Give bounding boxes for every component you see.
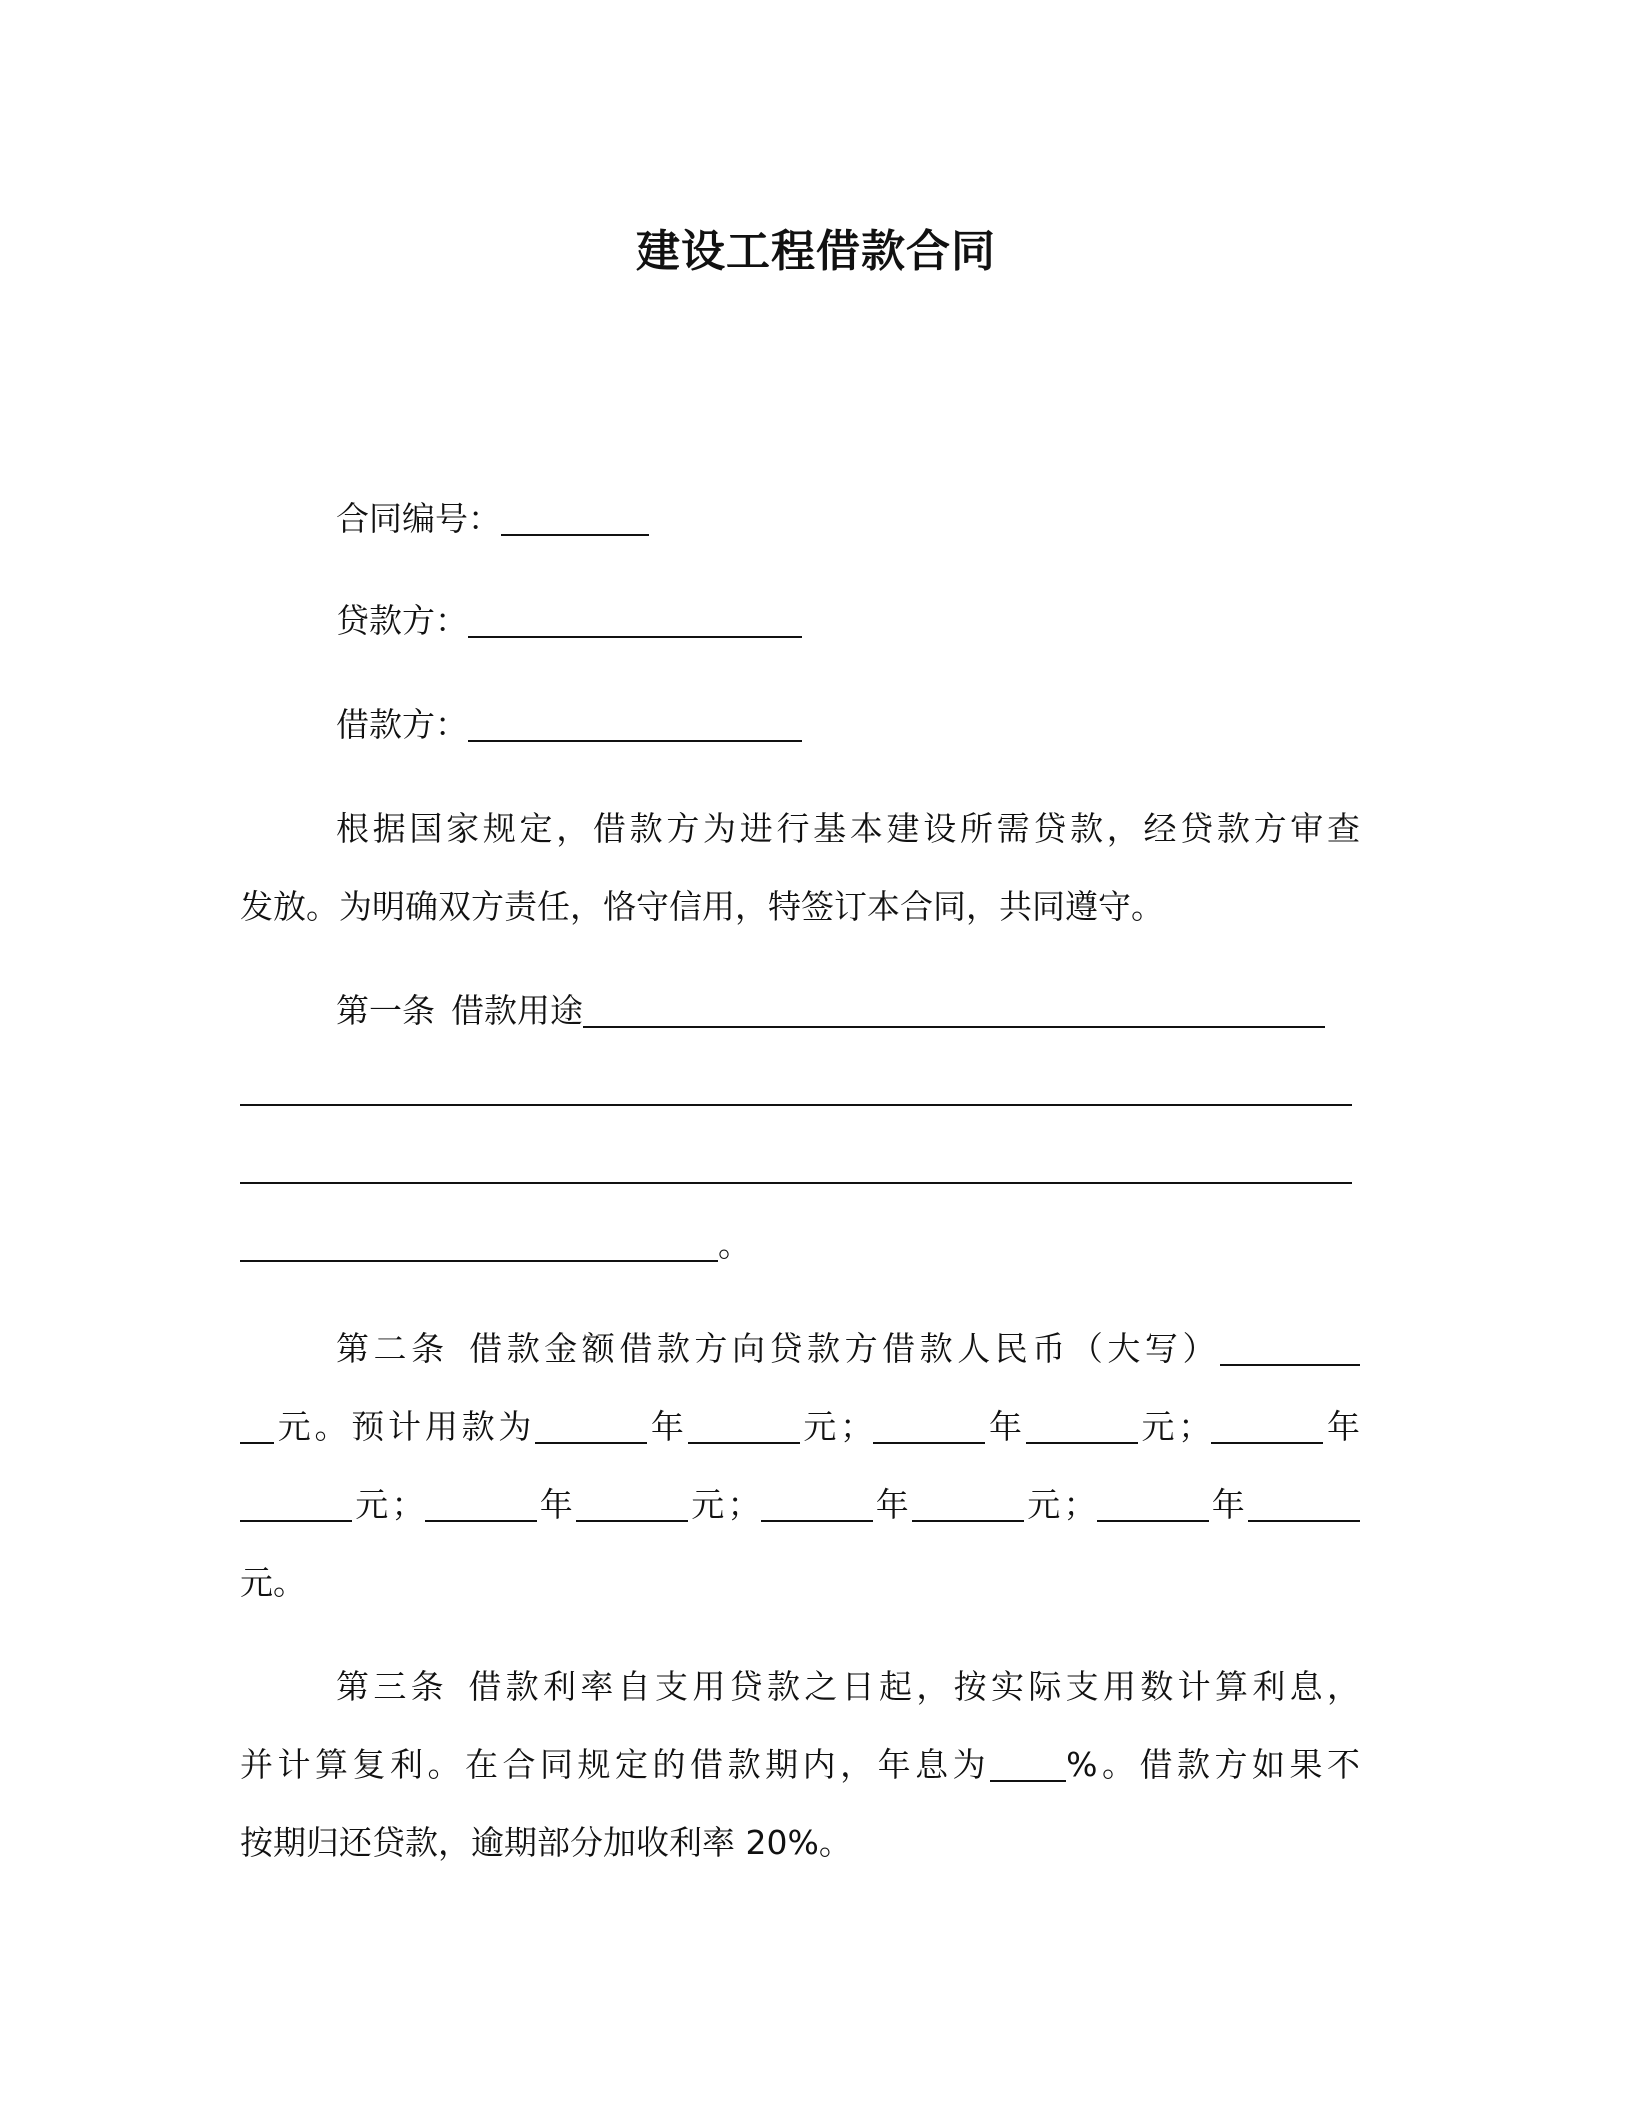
article1-end: 。: [718, 1225, 751, 1264]
article3-line-2: [240, 1742, 1360, 1788]
lender-label: 贷款方：: [336, 601, 468, 640]
article2-line-4: [240, 1560, 1360, 1606]
year-label: 年: [872, 1485, 912, 1524]
yuan-blank-4[interactable]: [576, 1490, 688, 1522]
year-label: 年: [1208, 1485, 1248, 1524]
yuan-blank-1[interactable]: [688, 1412, 800, 1444]
article2-line-2: [240, 1404, 1360, 1450]
year-blank-1[interactable]: [535, 1412, 647, 1444]
article3-text-2a: 并计算复利。在合同规定的借款期内，年息为: [240, 1745, 991, 1784]
article1-line-2: [240, 1066, 1360, 1112]
year-label: 年: [985, 1407, 1026, 1446]
yuan-label: 元；: [688, 1485, 761, 1524]
yuan-blank-5[interactable]: [912, 1490, 1024, 1522]
article1-title: 借款用途: [451, 991, 583, 1030]
lender-line: [240, 598, 1360, 644]
plan-label: 预计用款为: [351, 1407, 536, 1446]
article1-line-3: [240, 1144, 1360, 1190]
year-blank-6[interactable]: [1097, 1490, 1209, 1522]
article3-line-1: [240, 1664, 1360, 1710]
article2-text: 借款金额借款方向贷款方借款人民币（大写）: [464, 1329, 1220, 1368]
year-label: 年: [536, 1485, 576, 1524]
contract-no-label: 合同编号：: [336, 499, 501, 538]
article2-heading: 第二条: [336, 1329, 449, 1368]
year-blank-4[interactable]: [425, 1490, 537, 1522]
article3-text-2b: %。借款方如果不: [1066, 1745, 1361, 1784]
article1-heading: 第一条: [336, 991, 435, 1030]
yuan-blank-6[interactable]: [1248, 1490, 1360, 1522]
document-title: 建设工程借款合同: [636, 226, 996, 277]
year-blank-3[interactable]: [1211, 1412, 1323, 1444]
year-blank-5[interactable]: [761, 1490, 873, 1522]
article3-text-1: 借款利率自支用贷款之日起，按实际支用数计算利息，: [464, 1667, 1360, 1706]
borrower-blank[interactable]: [468, 710, 802, 742]
borrower-label: 借款方：: [336, 705, 468, 744]
yuan-period: 元。: [274, 1407, 352, 1446]
article1-line-1: [240, 988, 1360, 1034]
article3-heading: 第三条: [336, 1667, 448, 1706]
year-label: 年: [647, 1407, 688, 1446]
preamble-line-2: 发放。为明确双方责任，恪守信用，特签订本合同，共同遵守。: [240, 887, 1164, 926]
contract-no-blank[interactable]: [501, 504, 649, 536]
contract-no-line: [240, 496, 1360, 542]
interest-rate-blank[interactable]: [990, 1750, 1066, 1782]
year-blank-2[interactable]: [873, 1412, 985, 1444]
yuan-blank-3[interactable]: [240, 1490, 352, 1522]
preamble-line-1: 根据国家规定，借款方为进行基本建设所需贷款，经贷款方审查: [336, 809, 1360, 848]
amount-blank-a[interactable]: [1220, 1334, 1360, 1366]
article2-line-1: [240, 1326, 1360, 1372]
last-yuan: 元。: [240, 1563, 306, 1602]
borrower-line: [240, 702, 1360, 748]
article1-blank-4[interactable]: [240, 1230, 718, 1262]
amount-blank-b[interactable]: [240, 1412, 274, 1444]
article1-blank-1[interactable]: [583, 996, 1325, 1028]
lender-blank[interactable]: [468, 606, 802, 638]
yuan-label: 元；: [1137, 1407, 1212, 1446]
article3-line-3: 按期归还贷款，逾期部分加收利率 20%。: [240, 1823, 852, 1862]
article2-line-3: [240, 1482, 1360, 1528]
yuan-blank-2[interactable]: [1026, 1412, 1138, 1444]
yuan-label: 元；: [352, 1485, 425, 1524]
yuan-label: 元；: [799, 1407, 874, 1446]
article1-blank-3[interactable]: [240, 1152, 1352, 1184]
article1-blank-2[interactable]: [240, 1074, 1352, 1106]
year-label: 年: [1323, 1407, 1361, 1446]
yuan-label: 元；: [1024, 1485, 1097, 1524]
article1-line-4: [240, 1222, 1360, 1268]
